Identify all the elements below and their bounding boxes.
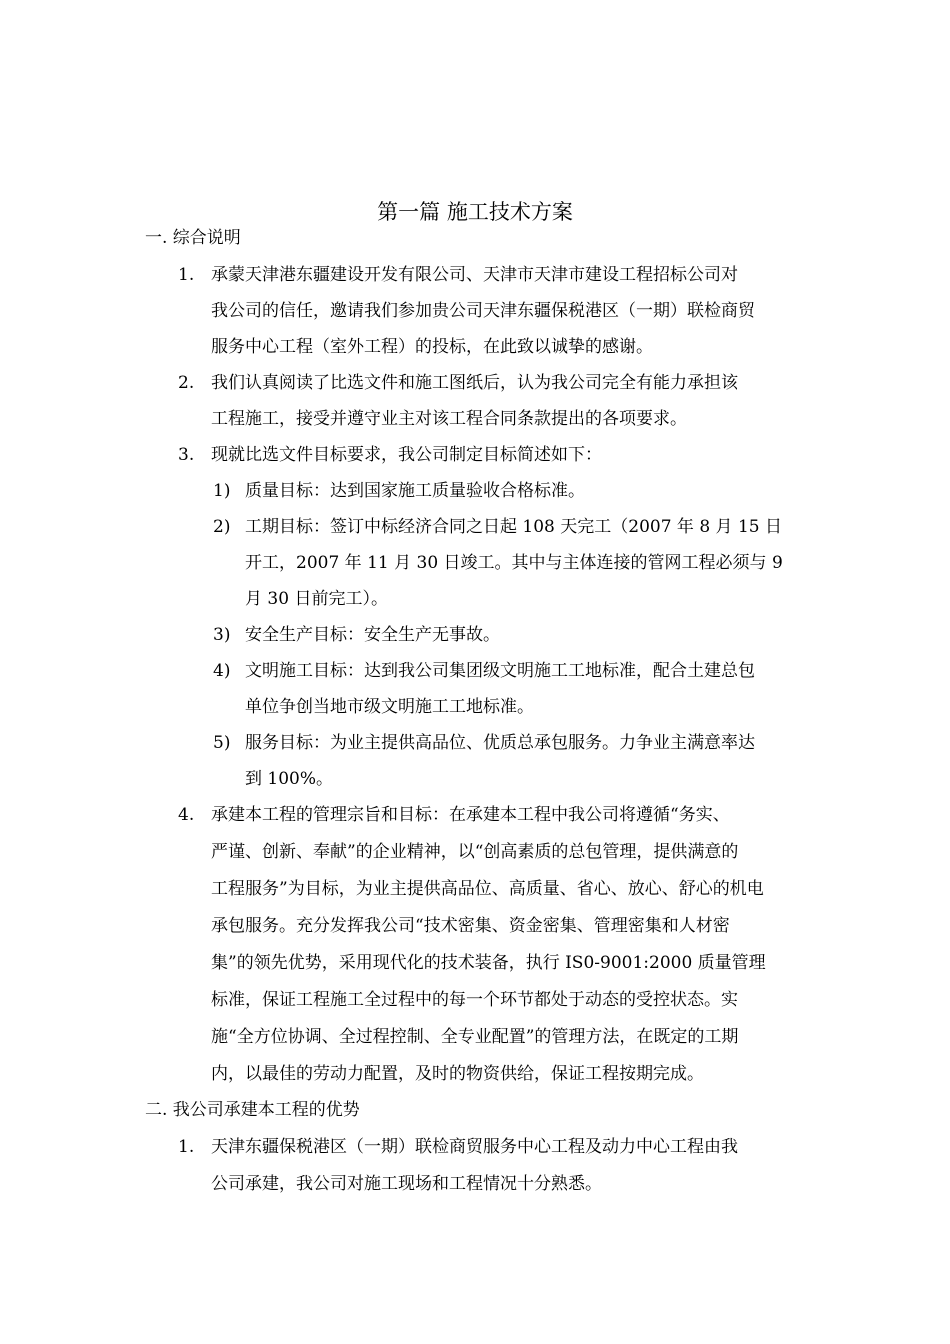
item-number: 4. (178, 805, 195, 825)
subitem-number: 1) (213, 481, 231, 501)
paragraph-line: 严谨、创新、奉献”的企业精神，以“创高素质的总包管理，提供满意的 (211, 842, 739, 862)
paragraph-line: 服务中心工程（室外工程）的投标，在此致以诚挚的感谢。 (211, 337, 653, 357)
paragraph-line: 承包服务。充分发挥我公司“技术密集、资金密集、管理密集和人材密 (211, 916, 730, 936)
paragraph-line: 天津东疆保税港区（一期）联检商贸服务中心工程及动力中心工程由我 (211, 1137, 738, 1157)
paragraph-line: 工程施工，接受并遵守业主对该工程合同条款提出的各项要求。 (211, 409, 687, 429)
paragraph-line: 集”的领先优势，采用现代化的技术装备，执行 IS0-9001:2000 质量管理 (211, 953, 766, 973)
item-number: 1. (178, 1137, 195, 1157)
paragraph-line: 工期目标：签订中标经济合同之日起 108 天完工（2007 年 8 月 15 日 (245, 517, 782, 537)
paragraph-line: 文明施工目标：达到我公司集团级文明施工工地标准，配合土建总包 (245, 661, 755, 681)
document-title: 第一篇 施工技术方案 (377, 200, 573, 224)
item-number: 1. (178, 265, 195, 285)
section-heading-1: 一. 综合说明 (145, 228, 241, 248)
section-heading-2: 二. 我公司承建本工程的优势 (145, 1100, 360, 1120)
paragraph-line: 服务目标：为业主提供高品位、优质总承包服务。力争业主满意率达 (245, 733, 755, 753)
paragraph-line: 开工，2007 年 11 月 30 日竣工。其中与主体连接的管网工程必须与 9 (245, 553, 783, 573)
paragraph-line: 公司承建，我公司对施工现场和工程情况十分熟悉。 (211, 1174, 602, 1194)
paragraph-line: 承建本工程的管理宗旨和目标：在承建本工程中我公司将遵循“务实、 (211, 805, 730, 825)
item-number: 2. (178, 373, 195, 393)
paragraph-line: 承蒙天津港东疆建设开发有限公司、天津市天津市建设工程招标公司对 (211, 265, 738, 285)
paragraph-line: 现就比选文件目标要求，我公司制定目标简述如下： (211, 445, 602, 465)
paragraph-line: 质量目标：达到国家施工质量验收合格标准。 (245, 481, 585, 501)
subitem-number: 5) (213, 733, 231, 753)
paragraph-line: 标准，保证工程施工全过程中的每一个环节都处于动态的受控状态。实 (211, 990, 738, 1010)
subitem-number: 2) (213, 517, 231, 537)
paragraph-line: 安全生产目标：安全生产无事故。 (245, 625, 500, 645)
paragraph-line: 到 100%。 (245, 769, 334, 789)
paragraph-line: 施“全方位协调、全过程控制、全专业配置”的管理方法，在既定的工期 (211, 1027, 739, 1047)
item-number: 3. (178, 445, 195, 465)
paragraph-line: 月 30 日前完工）。 (245, 589, 388, 609)
subitem-number: 3) (213, 625, 231, 645)
paragraph-line: 我们认真阅读了比选文件和施工图纸后，认为我公司完全有能力承担该 (211, 373, 738, 393)
paragraph-line: 我公司的信任，邀请我们参加贵公司天津东疆保税港区（一期）联检商贸 (211, 301, 755, 321)
paragraph-line: 内，以最佳的劳动力配置，及时的物资供给，保证工程按期完成。 (211, 1064, 704, 1084)
paragraph-line: 工程服务”为目标，为业主提供高品位、高质量、省心、放心、舒心的机电 (211, 879, 764, 899)
paragraph-line: 单位争创当地市级文明施工工地标准。 (245, 697, 534, 717)
subitem-number: 4) (213, 661, 231, 681)
